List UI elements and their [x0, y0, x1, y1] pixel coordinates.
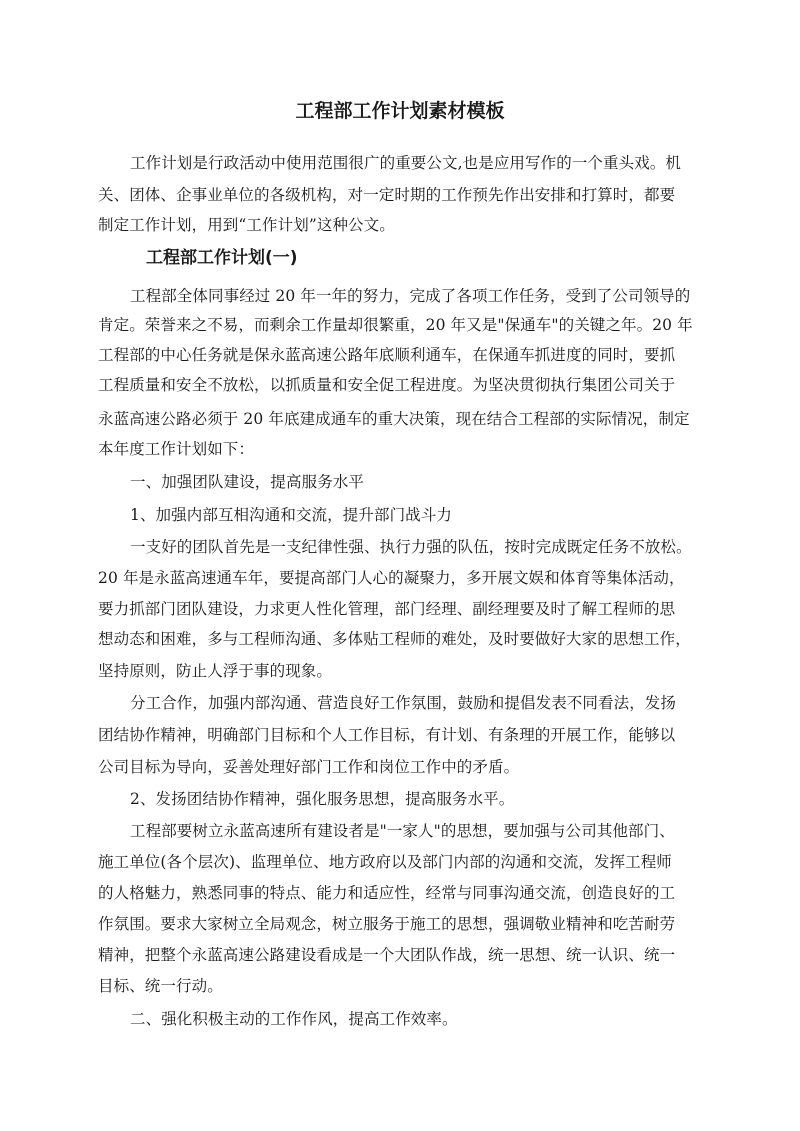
- document-title: 工程部工作计划素材模板: [295, 100, 505, 122]
- list-heading: 二、强化积极主动的工作作风，提高工作效率。: [130, 1010, 458, 1028]
- body-line: 的人格魅力，熟悉同事的特点、能力和适应性，经常与同事沟通交流，创造良好的工: [98, 884, 676, 902]
- body-line: 工程部全体同事经过 20 年一年的努力，完成了各项工作任务，受到了公司领导的: [130, 287, 691, 305]
- body-line: 本年度工作计划如下：: [98, 440, 255, 458]
- body-line: 一支好的团队首先是一支纪律性强、执行力强的队伍，按时完成既定任务不放松。: [130, 538, 692, 556]
- body-line: 公司目标为导向，妥善处理好部门工作和岗位工作中的矛盾。: [98, 758, 520, 776]
- body-line: 分工合作，加强内部沟通、营造良好工作氛围，鼓励和提倡发表不同看法，发扬: [130, 694, 677, 712]
- body-line: 工程质量和安全不放松，以抓质量和安全促工程进度。为坚决贯彻执行集团公司关于: [98, 376, 676, 394]
- body-line: 要力抓部门团队建设，力求更人性化管理，部门经理、副经理要及时了解工程师的思: [98, 600, 676, 618]
- body-line: 想动态和困难，多与工程师沟通、多体贴工程师的难处，及时要做好大家的思想工作，: [98, 630, 691, 648]
- body-line: 肯定。荣誉来之不易，而剩余工作量却很繁重，20 年又是"保通车"的关键之年。20 年: [98, 316, 693, 334]
- body-line: 工程部的中心任务就是保永蓝高速公路年底顺利通车，在保通车抓进度的同时，要抓: [98, 346, 676, 364]
- body-line: 精神，把整个永蓝高速公路建设看成是一个大团队作战，统一思想、统一认识、统一: [98, 946, 676, 964]
- section-heading: 工程部工作计划(一): [146, 248, 298, 268]
- list-subheading: 2、发扬团结协作精神，强化服务思想，提高服务水平。: [130, 790, 515, 808]
- body-line: 永蓝高速公路必须于 20 年底建成通车的重大决策，现在结合工程部的实际情况，制定: [98, 410, 690, 428]
- body-line: 工程部要树立永蓝高速所有建设者是"一家人"的思想，要加强与公司其他部门、: [130, 822, 675, 840]
- body-line: 团结协作精神，明确部门目标和个人工作目标，有计划、有条理的开展工作，能够以: [98, 726, 676, 744]
- intro-line: 关、团体、企事业单位的各级机构，对一定时期的工作预先作出安排和打算时，都要: [98, 186, 676, 204]
- list-heading: 一、加强团队建设，提高服务水平: [130, 473, 365, 491]
- intro-line: 制定工作计划，用到“工作计划”这种公文。: [98, 216, 395, 234]
- intro-line: 工作计划是行政活动中使用范围很广的重要公文,也是应用写作的一个重头戏。机: [130, 154, 682, 172]
- body-line: 施工单位(各个层次)、监理单位、地方政府以及部门内部的沟通和交流，发挥工程师: [98, 853, 672, 871]
- list-subheading: 1、加强内部互相沟通和交流，提升部门战斗力: [130, 506, 452, 524]
- body-line: 20 年是永蓝高速通车年，要提高部门人心的凝聚力，多开展文娱和体育等集体活动，: [98, 569, 685, 587]
- body-line: 坚持原则，防止人浮于事的现象。: [98, 662, 333, 680]
- body-line: 目标、统一行动。: [98, 977, 223, 995]
- body-line: 作氛围。要求大家树立全局观念，树立服务于施工的思想，强调敬业精神和吃苦耐劳: [98, 915, 676, 933]
